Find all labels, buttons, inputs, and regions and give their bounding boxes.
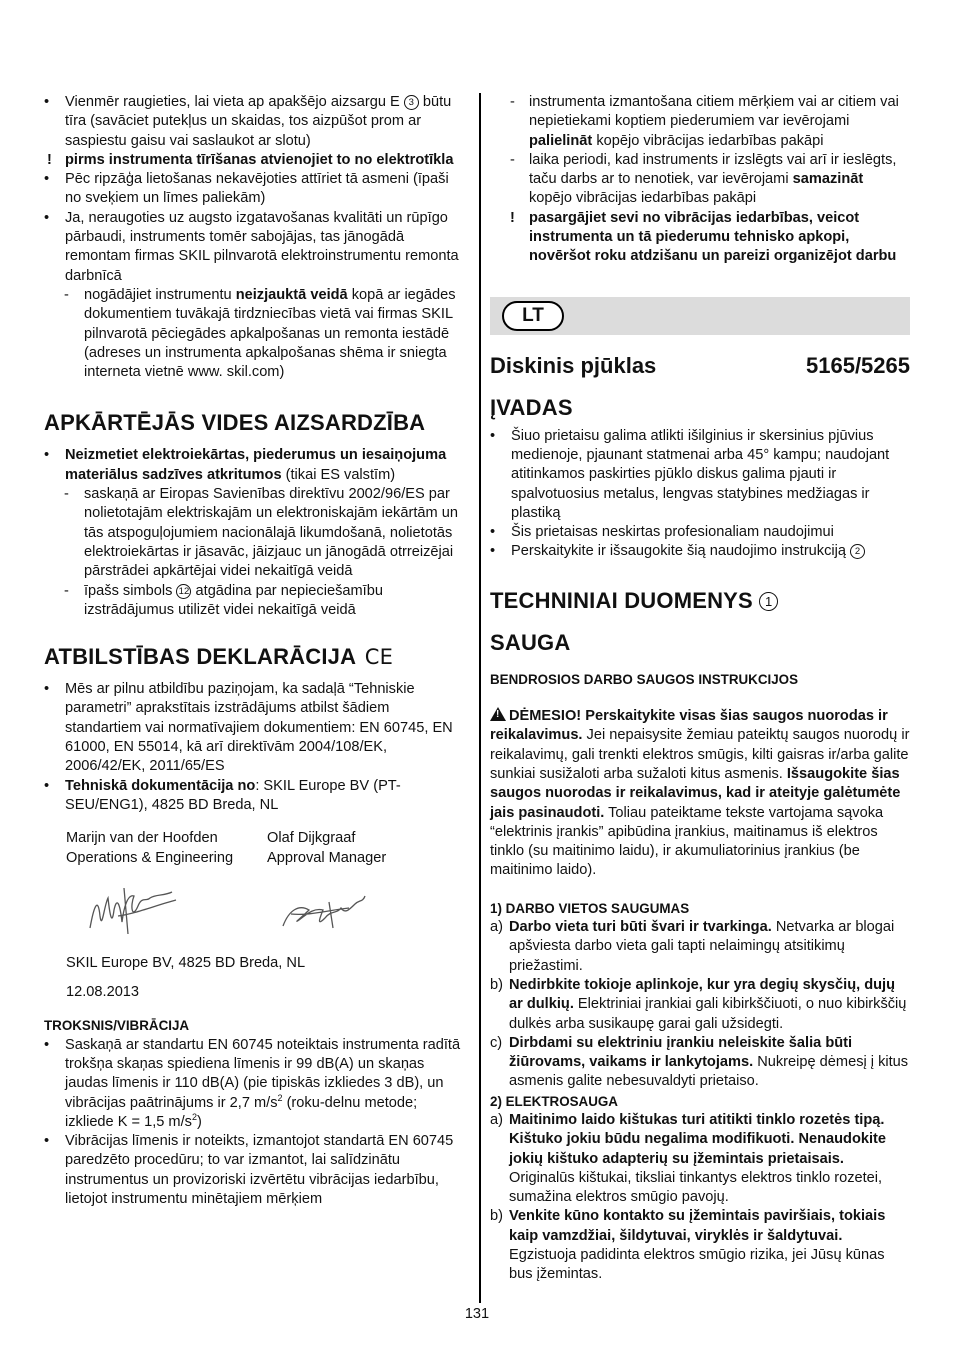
- ref-number-icon: 12: [176, 584, 191, 599]
- warning-item: ! pirms instrumenta tīrīšanas atvienojiet to no elektrotīkla: [47, 151, 454, 168]
- list-item: c) Dirbdami su elektriniu įrankiu neleiskite šalia būti žiūrovams, vaikams ir lankytojams. Nukreipę dėmesį į kitus asmenis galite nebesuvaldyti prietaiso.: [490, 1034, 909, 1090]
- list-item: b) Venkite kūno kontakto su įžemintais paviršiais, tokiais kaip vamzdžiai, šildytuvai, viryklės ir šaldytuvai. Egzistuoja padidinta elektros smūgio rizika, jei Jūsų kūnas bus įžemintas.: [490, 1208, 886, 1283]
- section-heading: SAUGA: [490, 629, 571, 655]
- list-item: • Pēc ripzāģa lietošanas nekavējoties attīriet tā asmeni (īpaši no sveķiem un līmes paliekām): [44, 171, 449, 207]
- sub-list-item: - saskaņā ar Eiropas Savienības direktīvu 2002/96/ES par nolietotajām elektriskajām un elektroniskajām iekārtām un tās atspoguļojumiem nacionālajā likumdošanā, nolietotās elektroiekārtas ir jāsavāc, jāizjauc un jānogādā otrreizējai pārstrādei apkārtējai videi nekaitīgā veidā: [64, 486, 458, 580]
- ref-number-icon: 3: [404, 95, 419, 110]
- signature-image: [267, 868, 468, 948]
- warning-triangle-icon: [490, 707, 506, 721]
- ref-number-icon: 1: [759, 592, 778, 611]
- language-band: [490, 297, 910, 335]
- signature-image: [66, 868, 267, 948]
- section-heading: ATBILSTĪBAS DEKLARĀCIJA CE: [44, 644, 394, 670]
- sub-list-item: - nogādājiet instrumentu neizjauktā veidā kopā ar iegādes dokumentiem tuvākajā tirdzniecības vietā vai firmas SKIL pilnvarotā pēciegādes apkalpošanas un remonta iestādē (adreses un instrumenta apkalpošanas shēma ir sniegta interneta vietnē www. skil.com): [64, 286, 456, 381]
- signer: Marijn van der Hoofden Operations & Engineering: [66, 829, 267, 948]
- sub-list-item: - laika periodi, kad instruments ir izslēgts vai arī ir ieslēgts, taču darbs ar to nenotiek, var ievērojami samazināt kopējo vibrācijas iedarbības pakāpi: [510, 151, 897, 207]
- signer: Olaf Dijkgraaf Approval Manager: [267, 829, 468, 948]
- section-heading: APKĀRTĒJĀS VIDES AIZSARDZĪBA: [44, 410, 426, 436]
- ce-mark-icon: CE: [364, 645, 394, 670]
- list-item: a) Darbo vieta turi būti švari ir tvarkinga. Netvarka ar blogai apšviesta darbo vieta gali tapti nelaimingų atsitikimų priežastimi.: [490, 919, 895, 974]
- sub-list-item: - instrumenta izmantošana citiem mērķiem vai ar citiem vai nepietiekami koptiem piederumiem var ievērojami palielināt kopējo vibrācijas iedarbības pakāpi: [510, 94, 899, 149]
- list-item: • Tehniskā dokumentācija no: SKIL Europe BV (PT-SEU/ENG1), 4825 BD Breda, NL: [44, 777, 401, 813]
- date: 12.08.2013: [66, 984, 140, 1001]
- list-item: • Šiuo prietaisu galima atlikti išilginius ir skersinius pjūvius medienoje, pjaunant statmenai arba 45° kampu; naudojant atitinkamos paskirties pjūklo diskus galima pjauti ir spalvotuosius metalus, lengvas statybines medžiagas ir plastiką: [490, 427, 890, 521]
- list-item: • Ja, neraugoties uz augsto izgatavošanas kvalitāti un rūpīgo pārbaudi, instruments tomēr sabojājas, tas jānogādā remontam firmas SKIL pilnvarotā elektroinstrumentu remonta darbnīcā: [44, 209, 459, 284]
- list-item: • Vibrācijas līmenis ir noteikts, izmantojot standartā EN 60745 paredzēto procedūru; to var izmantot, lai salīdzinātu instrumentus un provizoriski izvērtētu vibrācijas iedarbību, lietojot instrumentu minētajiem mērķiem: [44, 1133, 454, 1208]
- section-heading: ĮVADAS: [490, 394, 573, 420]
- ref-number-icon: 2: [850, 544, 865, 559]
- list-item: • Vienmēr raugieties, lai vieta ap apakšējo aizsargu E 3 būtu tīra (savāciet putekļus un skaidas, tos aizpūšot prom ar saspiestu gaisu vai saslaukot ar slotu): [44, 94, 452, 149]
- list-item: b) Nedirbkite tokioje aplinkoje, kur yra degių skysčių, dujų ar dulkių. Elektriniai įrankiai gali kibirkščiuoti, o nuo kibirkščių dulkės arba susikaupę garai gali užsidegti.: [490, 976, 907, 1032]
- section-heading: TECHNINIAI DUOMENYS 1: [490, 588, 910, 614]
- subsection-heading: BENDROSIOS DARBO SAUGOS INSTRUKCIJOS: [490, 671, 799, 687]
- left-column: [44, 93, 468, 1209]
- list-item: • Šis prietaisas neskirtas profesionaliam naudojimui: [490, 524, 834, 541]
- list-item: • Neizmetiet elektroiekārtas, piederumus un iesaiņojuma materiālus sadzīves atkritumos (tikai ES valstīm): [44, 447, 447, 483]
- product-title: Diskinis pjūklas 5165/5265: [490, 352, 910, 378]
- subsection-heading: TROKSNIS/VIBRĀCIJA: [44, 1018, 190, 1034]
- language-badge: LT: [502, 301, 564, 331]
- signatures: [44, 829, 468, 948]
- subsection-heading: 2) ELEKTROSAUGA: [490, 1093, 618, 1109]
- column-divider: [479, 93, 481, 1303]
- warning-item: ! pasargājiet sevi no vibrācijas iedarbības, veicot instrumenta un tā piederumu tehnisko apkopi, novēršot roku atdzišanu un pareizi organizējot darbu: [510, 209, 897, 265]
- list-item: • Saskaņā ar standartu EN 60745 noteiktais instrumenta radītā trokšņa skaņas spiediena līmenis ir 99 dB(A) un skaņas jaudas līmenis ir 110 dB(A) (pie tipiskās izkliedes 3 dB), un vibrācijas paātrinājums ir 2,7 $m/s^2$ (roku-delnu metode; izkliede K = 1,5 $m/s^2$): [44, 1036, 461, 1130]
- warning-paragraph: !DĖMESIO! Perskaitykite visas šias saugos nuorodas ir reikalavimus. Jei nepaisysite žemiau pateiktų saugos nuorodų ir reikalavimų, gali trenkti elektros smūgis, kilti gaisras ir/arba galite sunkiai susižaloti arba sužaloti kitus asmenis. Išsaugokite šias saugos nuorodas ir reikalavimus, kad ir ateityje galėtumėte jais pasinaudoti. Toliau pateiktame tekste vartojama sąvoka “elektrinis įrankis” apibūdina įrankius, maitinamus iš elektros tinklo (su maitinimo laidu), ir akumuliatorinius įrankius (be maitinimo laido).: [490, 707, 910, 881]
- list-item: • Perskaitykite ir išsaugokite šią naudojimo instrukciją 2: [490, 542, 910, 561]
- subsection-heading: 1) DARBO VIETOS SAUGUMAS: [490, 900, 690, 916]
- company-address: SKIL Europe BV, 4825 BD Breda, NL: [66, 954, 306, 971]
- list-item: a) Maitinimo laido kištukas turi atitikti tinklo rozetės tipą. Kištuko jokiu būdu negalima modifikuoti. Nenaudokite jokių kištuko adapterių su įžemintais prietaisais. Originalūs kištukai, tiksliai tinkantys elektros tinklo rozetei, sumažina elektros smūgio pavojų.: [490, 1111, 887, 1206]
- page-number: 131: [464, 1306, 490, 1322]
- right-column: [490, 93, 910, 1285]
- list-item: • Mēs ar pilnu atbildību paziņojam, ka sadaļā “Tehniskie parametri” aprakstītais izstrādājums atbilst šādiem standartiem vai normatīvajiem dokumentiem: EN 60745, EN 61000, EN 55014, kā arī direktīvām 2004/108/EK, 2006/42/EK, 2011/65/ES: [44, 681, 453, 775]
- sub-list-item: - īpašs simbols 12 atgādina par nepieciešamību izstrādājumus utilizēt videi nekaitīgā veidā: [64, 582, 383, 618]
